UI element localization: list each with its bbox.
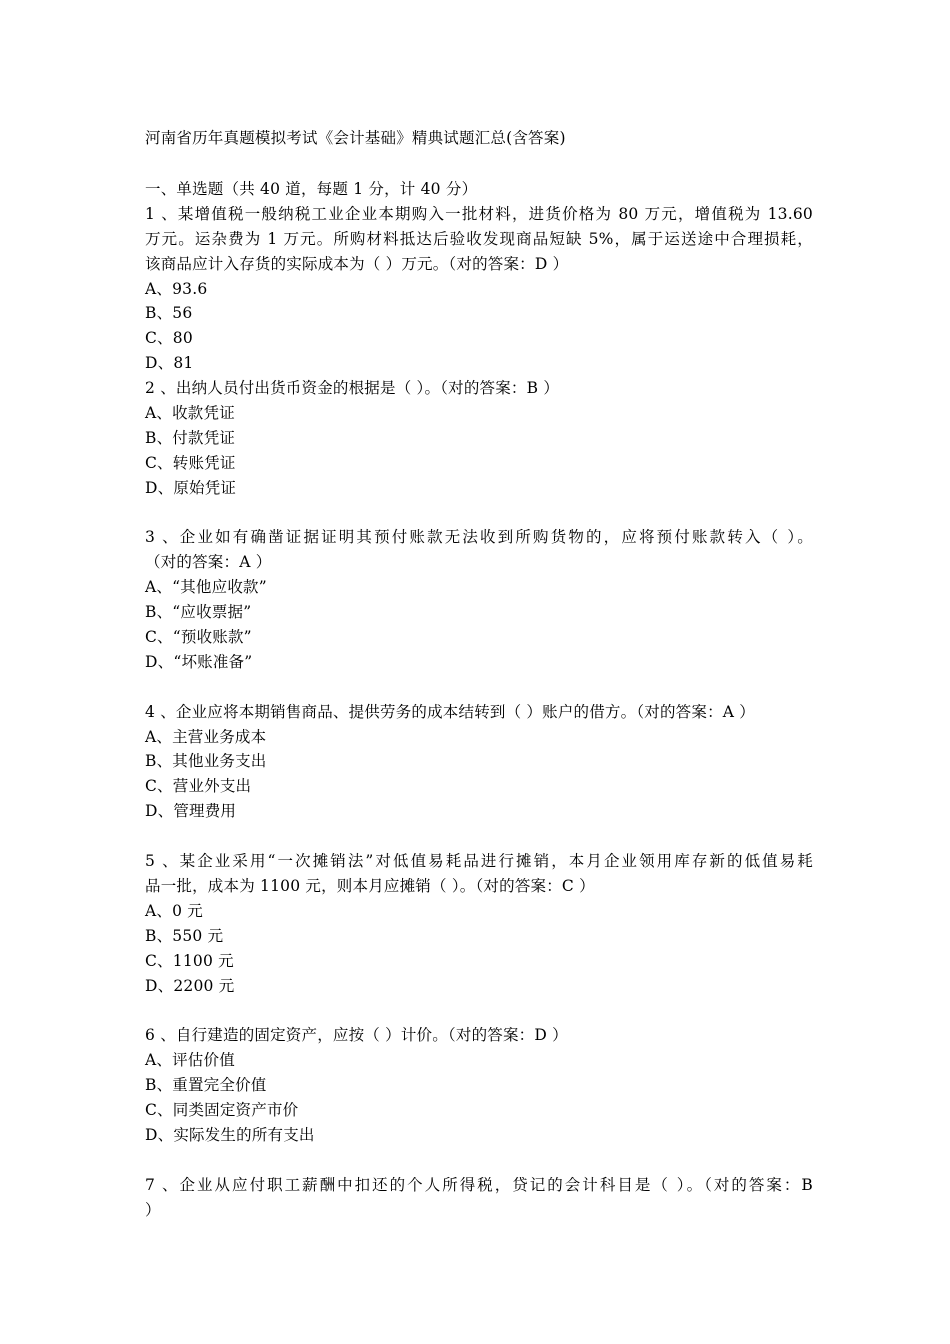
section-heading: 一、单选题（共 40 道，每题 1 分，计 40 分）	[145, 180, 478, 198]
question-text-line: 5 、某企业采用“一次摊销法”对低值易耗品进行摊销，本月企业领用库存新的低值易耗	[145, 852, 813, 871]
question-text-line: ）	[145, 1200, 161, 1219]
question-text-line: 7 、企业从应付职工薪酬中扣还的个人所得税，贷记的会计科目是（ ）。（对的答案：B	[145, 1175, 813, 1194]
question-6	[145, 1023, 813, 1147]
question-2	[145, 376, 813, 500]
question-text-line: 1 、某增值税一般纳税工业企业本期购入一批材料，进货价格为 80 万元，增值税为 13.60	[145, 204, 813, 223]
option-b: B、“应收票据”	[145, 603, 252, 622]
option-a: A、0 元	[145, 901, 203, 920]
option-a: A、评估价值	[145, 1051, 235, 1070]
question-text-line: 4 、企业应将本期销售商品、提供劳务的成本结转到（ ）账户的借方。（对的答案：A ）	[145, 702, 755, 721]
option-c: C、1100 元	[145, 951, 234, 970]
option-b: B、重置完全价值	[145, 1076, 267, 1095]
question-text-line: 3 、企业如有确凿证据证明其预付账款无法收到所购货物的，应将预付账款转入（ ）。	[145, 528, 813, 547]
option-c: C、营业外支出	[145, 777, 252, 796]
option-c: C、80	[145, 329, 193, 348]
paragraph-spacer	[145, 998, 813, 1023]
paragraph-spacer	[145, 501, 813, 526]
question-7	[145, 1173, 813, 1223]
question-3	[145, 525, 813, 674]
question-4	[145, 700, 813, 824]
option-c: C、转账凭证	[145, 453, 236, 472]
option-d: D、81	[145, 354, 194, 373]
question-text-line: 该商品应计入存货的实际成本为（ ）万元。（对的答案：D ）	[145, 254, 569, 273]
option-d: D、“坏账准备”	[145, 652, 253, 671]
option-a: A、“其他应收款”	[145, 578, 267, 597]
option-b: B、付款凭证	[145, 428, 236, 447]
option-d: D、管理费用	[145, 802, 237, 821]
document-body	[145, 177, 813, 1222]
paragraph-spacer	[145, 824, 813, 849]
question-text-line: 万元。运杂费为 1 万元。所购材料抵达后验收发现商品短缺 5%，属于运送途中合理损耗，	[145, 229, 813, 248]
option-b: B、其他业务支出	[145, 752, 267, 771]
document-title: 河南省历年真题模拟考试《会计基础》精典试题汇总(含答案)	[145, 129, 566, 147]
option-d: D、实际发生的所有支出	[145, 1125, 315, 1144]
question-1	[145, 202, 813, 376]
option-b: B、550 元	[145, 926, 224, 945]
question-text-line: 2 、出纳人员付出货币资金的根据是（ ）。（对的答案：B ）	[145, 379, 560, 398]
question-text-line: 6 、自行建造的固定资产，应按（ ）计价。（对的答案：D ）	[145, 1026, 568, 1045]
option-a: A、主营业务成本	[145, 727, 267, 746]
question-5	[145, 849, 813, 998]
paragraph-spacer	[145, 1148, 813, 1173]
question-text-line: 品一批，成本为 1100 元，则本月应摊销（ ）。（对的答案：C ）	[145, 876, 595, 895]
option-d: D、原始凭证	[145, 478, 237, 497]
option-c: C、“预收账款”	[145, 628, 252, 647]
option-c: C、同类固定资产市价	[145, 1100, 299, 1119]
option-a: A、收款凭证	[145, 404, 235, 423]
option-a: A、93.6	[145, 279, 208, 298]
paragraph-spacer	[145, 675, 813, 700]
option-b: B、56	[145, 304, 193, 323]
option-d: D、2200 元	[145, 976, 235, 995]
question-text-line: （对的答案：A ）	[145, 553, 272, 572]
